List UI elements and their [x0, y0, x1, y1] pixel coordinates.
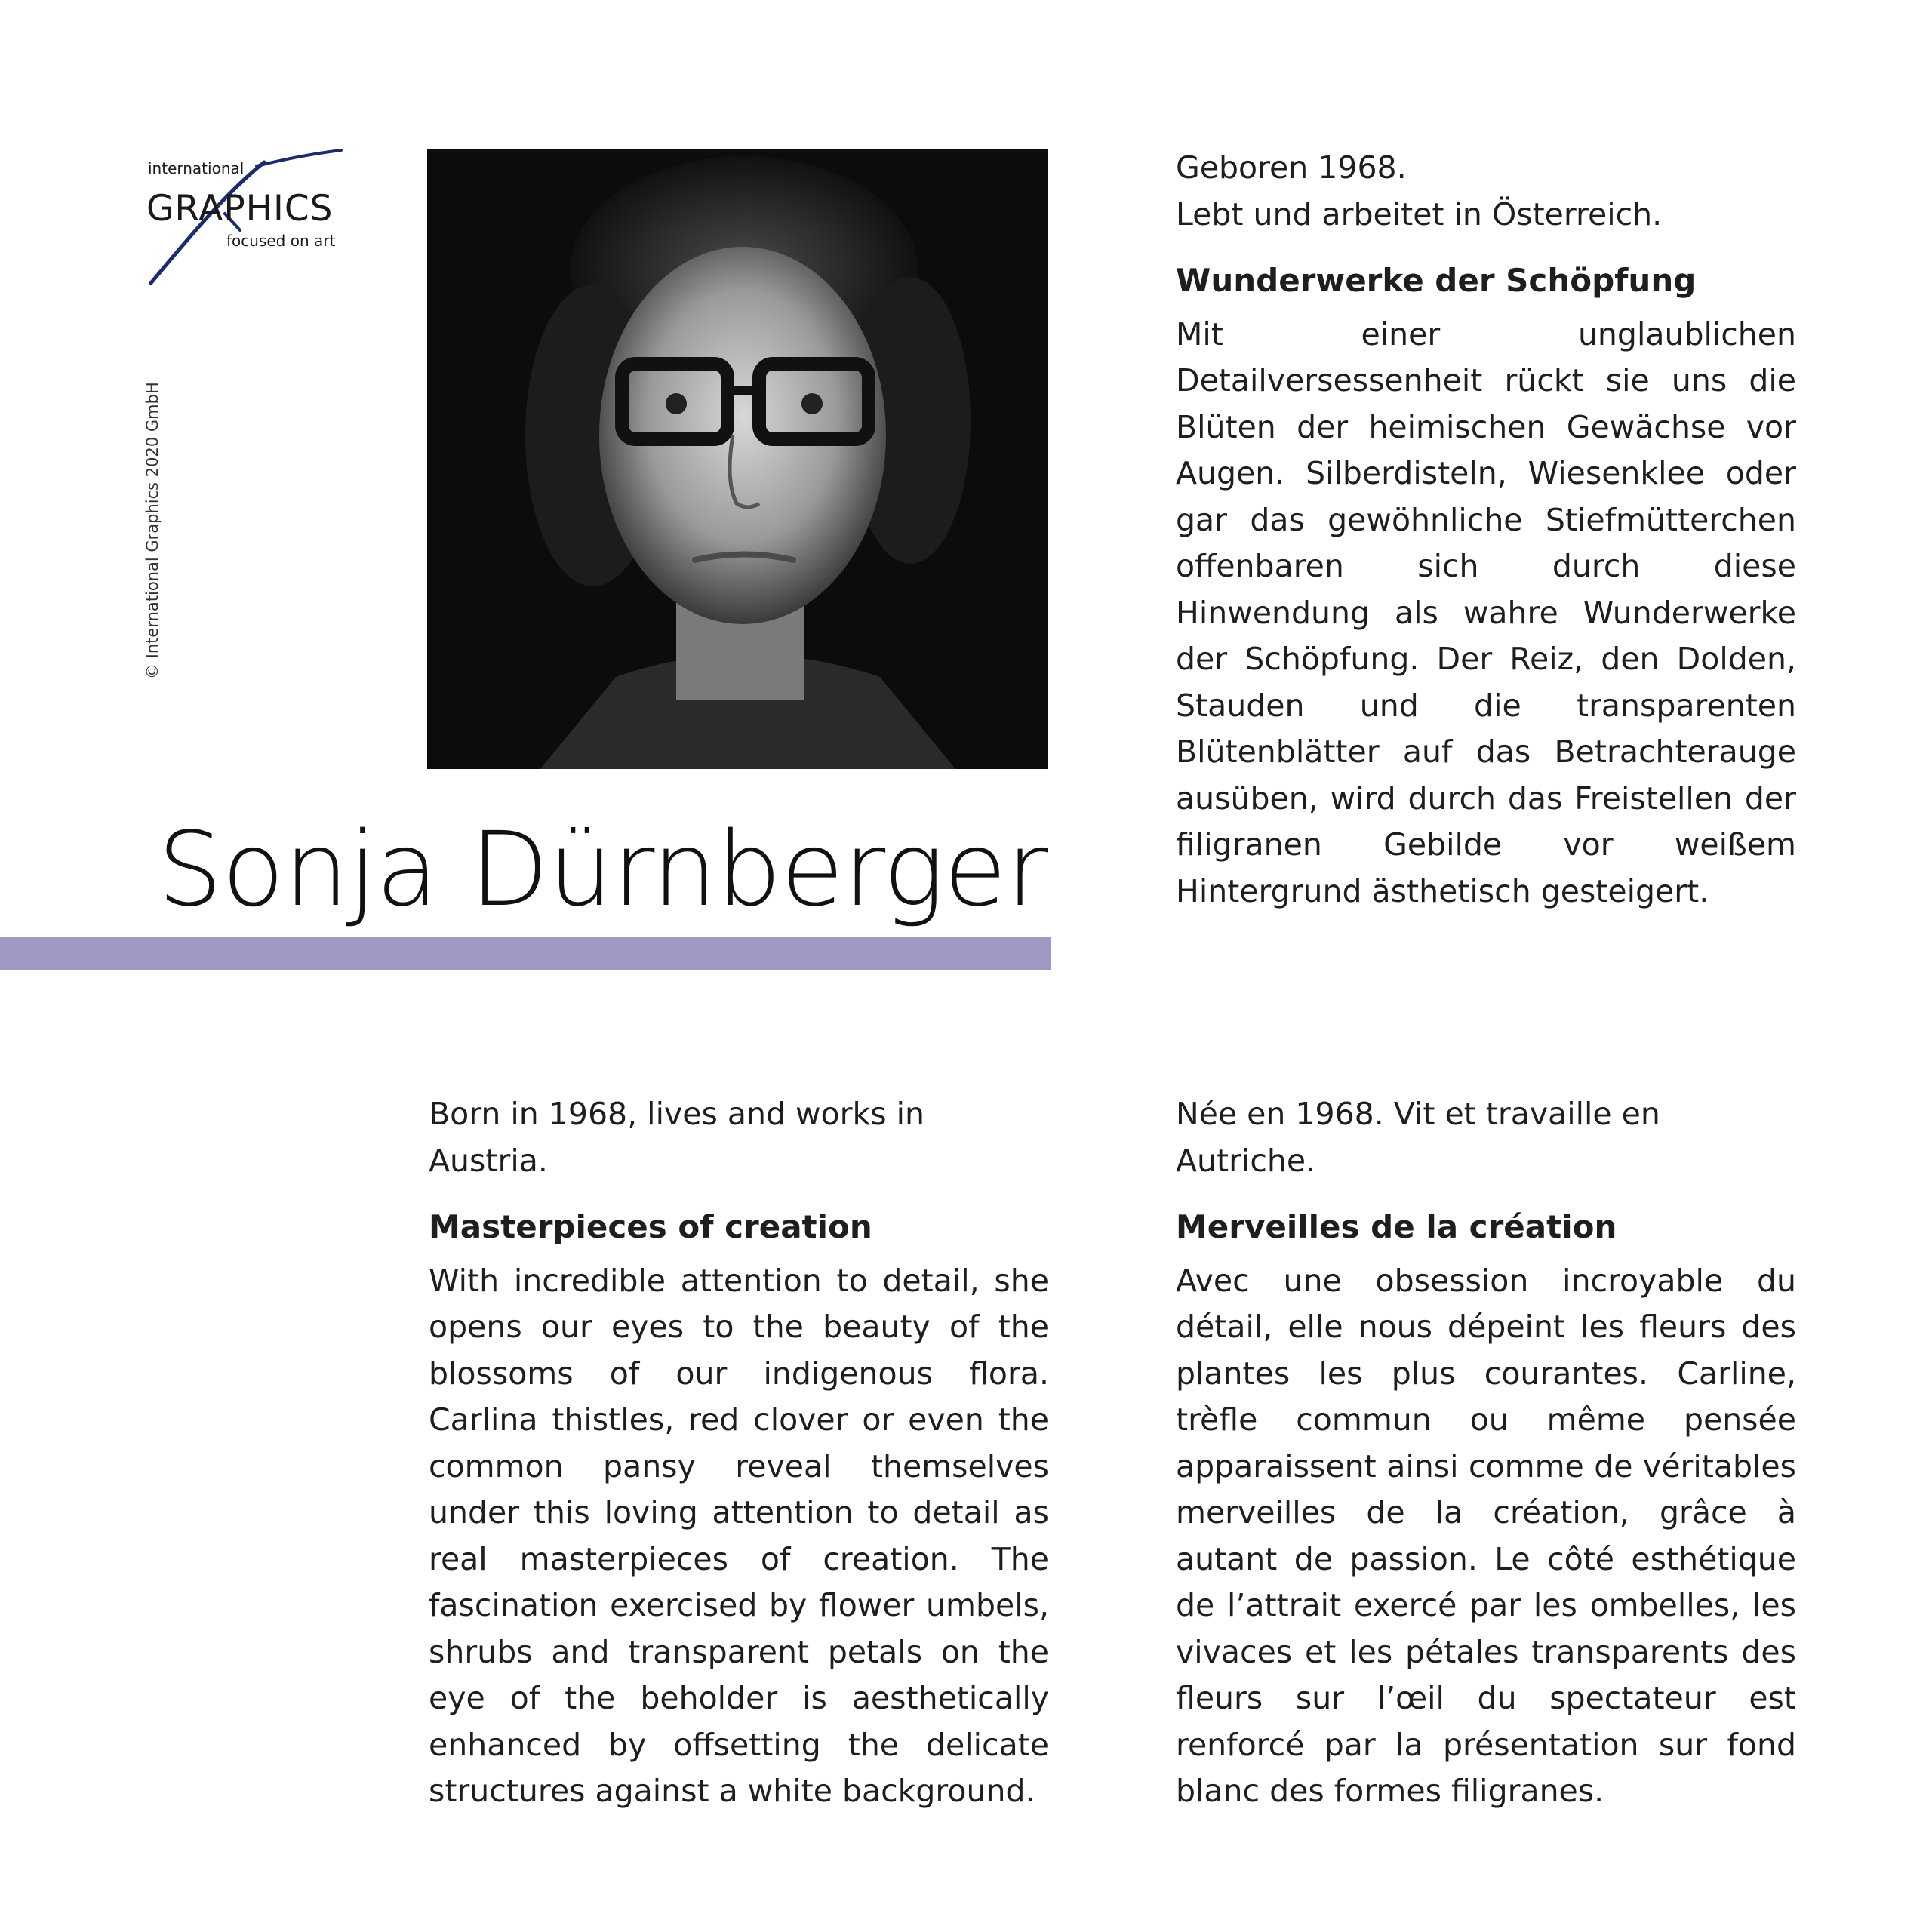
german-intro: [1176, 145, 1796, 238]
english-body: With incredible attention to detail, she opens our eyes to the beauty of the blossoms of our indigenous flora. Carlina thistles, red clover or even the common pansy reveal themselves under this loving attention to detail as real masterpieces of creation. The fascination exercised by flower umbels, shrubs and transparent petals on the eye of the beholder is aesthetically enhanced by offsetting the delicate structures against a white background.: [429, 1262, 1049, 1809]
logo-top-text: international: [148, 159, 245, 177]
french-intro: Née en 1968. Vit et travaille en Autriche.: [1176, 1096, 1660, 1179]
french-heading: Merveilles de la création: [1176, 1208, 1617, 1245]
english-column: [429, 1091, 1049, 1815]
german-intro-line2: Lebt und arbeitet in Österreich.: [1176, 195, 1663, 232]
portrait-photo-icon: [427, 149, 1048, 769]
artist-portrait: [427, 149, 1048, 769]
accent-bar: [0, 937, 1051, 970]
french-body: Avec une obsession incroyable du détail, elle nous dépeint les fleurs des plantes les plus courantes. Carline, trèfle commun ou même pensée apparaissent ainsi comme de véritables merveilles de la création, grâce à autant de passion. Le côté esthétique de l’attrait exercé par les ombelles, les vivaces et les pétales transparents des fleurs sur l’œil du spectateur est renforcé par la présentation sur fond blanc des formes filigranes.: [1176, 1262, 1796, 1809]
german-intro-line1: Geboren 1968.: [1176, 149, 1407, 186]
english-heading: Masterpieces of creation: [429, 1208, 872, 1245]
german-body: Mit einer unglaublichen Detailversessenheit rückt sie uns die Blüten der heimischen Gewächse vor Augen. Silberdisteln, Wiesenklee oder gar das gewöhnliche Stiefmütterchen offenbaren sich durch diese Hinwendung als wahre Wunderwerke der Schöpfung. Der Reiz, den Dolden, Stauden und die transparenten Blütenblätter auf das Betrachterauge ausüben, wird durch das Freistellen der filigranen Gebilde vor weißem Hintergrund ästhetisch gesteigert.: [1176, 315, 1796, 909]
logo-brand-text: GRAPHICS: [146, 188, 334, 229]
artist-name-title: Sonja Dürnberger: [157, 811, 1048, 930]
logo-tagline: focused on art: [226, 232, 336, 250]
german-heading: Wunderwerke der Schöpfung: [1176, 262, 1697, 299]
copyright-notice: © International Graphics 2020 GmbH: [143, 382, 162, 679]
english-intro: Born in 1968, lives and works in Austria.: [429, 1096, 925, 1179]
german-column: [1176, 145, 1796, 915]
international-graphics-logo: [143, 147, 355, 291]
french-column: [1176, 1091, 1796, 1815]
